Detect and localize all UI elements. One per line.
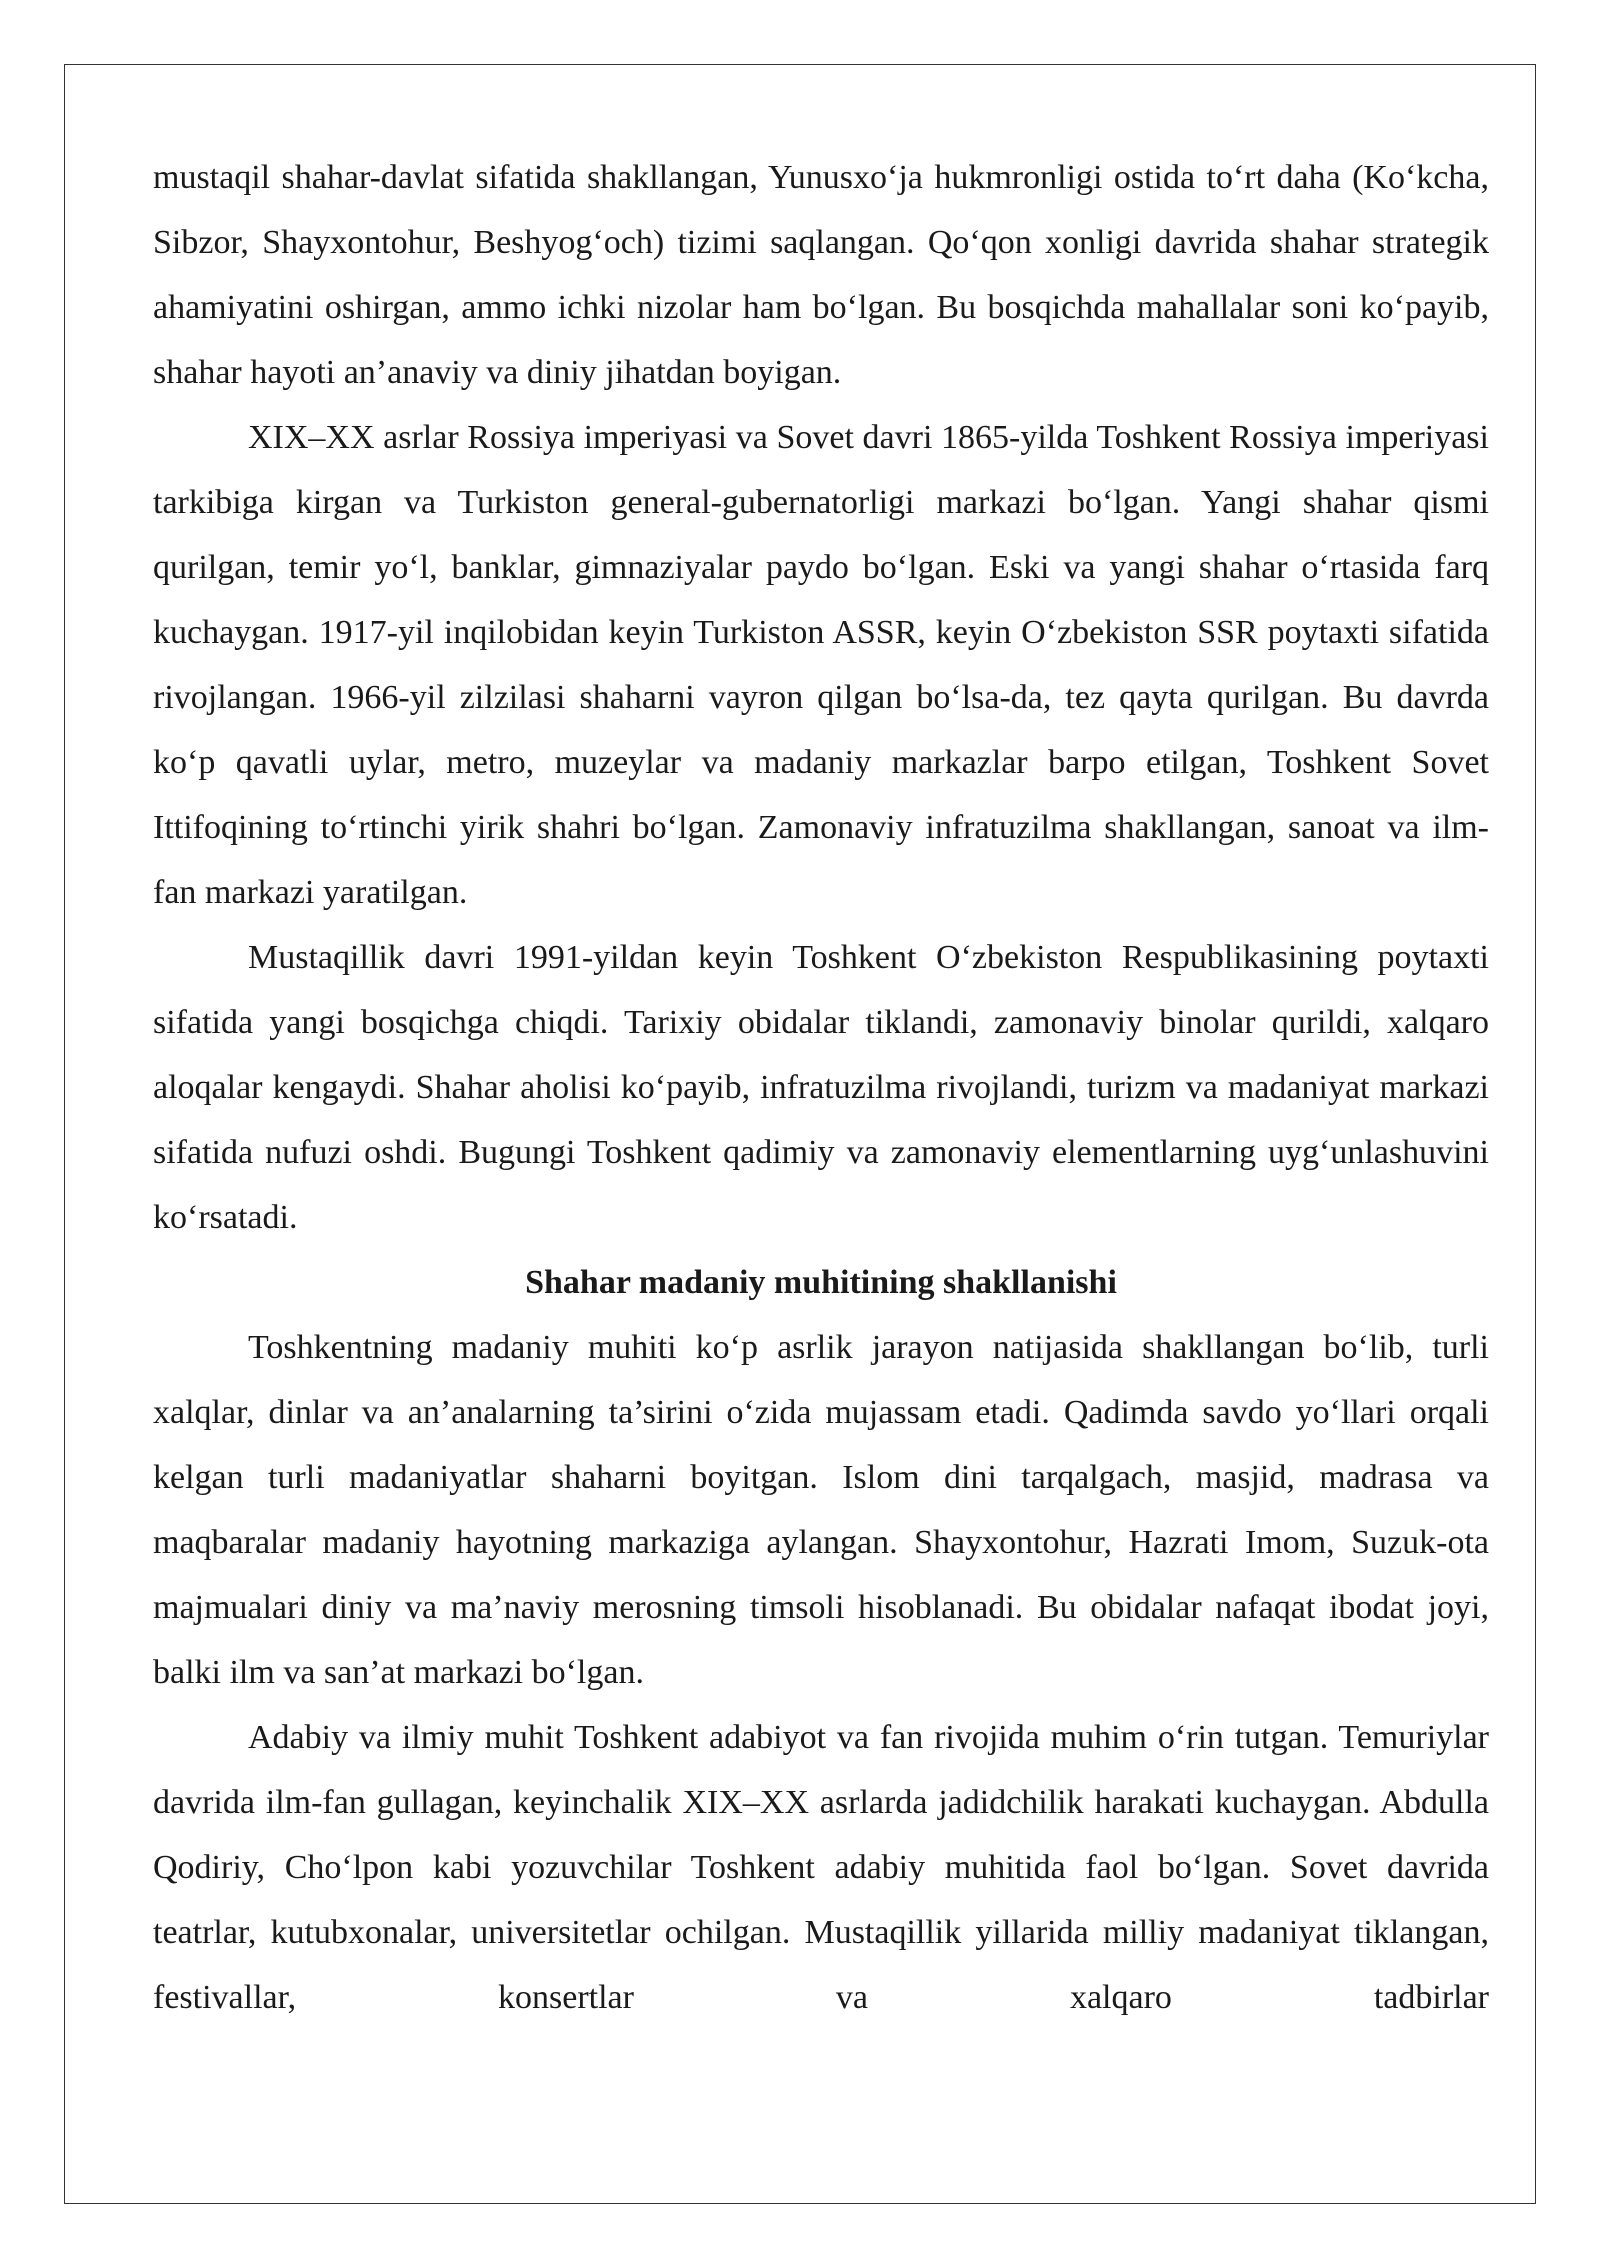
paragraph-1: mustaqil shahar-davlat sifatida shakllangan, Yunusxo‘ja hukmronligi ostida to‘rt daha (Ko‘kcha, Sibzor, Shayxontohur, Beshyog‘och) tizimi saqlangan. Qo‘qon xonligi davrida shahar strategik ahamiyatini oshirgan, ammo ichki nizolar ham bo‘lgan. Bu bosqichda mahallalar soni ko‘payib, shahar hayoti an’anaviy va diniy jihatdan boyigan. [153, 159, 1489, 391]
section-heading: Shahar madaniy muhitining shakllanishi [525, 1264, 1117, 1301]
page-content [153, 145, 1489, 2030]
paragraph-5: Adabiy va ilmiy muhit Toshkent adabiyot va fan rivojida muhim o‘rin tutgan. Temuriylar davrida ilm-fan gullagan, keyinchalik XIX–XX asrlarda jadidchilik harakati kuchaygan. Abdulla Qodiriy, Cho‘lpon kabi yozuvchilar Toshkent adabiy muhitida faol bo‘lgan. Sovet davrida teatrlar, kutubxonalar, universitetlar ochilgan. Mustaqillik yillarida milliy madaniyat tiklangan, festivallar, konsertlar va xalqaro tadbirlar [153, 1719, 1489, 2016]
paragraph-4: Toshkentning madaniy muhiti ko‘p asrlik jarayon natijasida shakllangan bo‘lib, turli xalqlar, dinlar va an’analarning ta’sirini o‘zida mujassam etadi. Qadimda savdo yo‘llari orqali kelgan turli madaniyatlar shaharni boyitgan. Islom dini tarqalgach, masjid, madrasa va maqbaralar madaniy hayotning markaziga aylangan. Shayxontohur, Hazrati Imom, Suzuk-ota majmualari diniy va ma’naviy merosning timsoli hisoblanadi. Bu obidalar nafaqat ibodat joyi, balki ilm va san’at markazi bo‘lgan. [153, 1329, 1489, 1691]
paragraph-2: XIX–XX asrlar Rossiya imperiyasi va Sovet davri 1865-yilda Toshkent Rossiya imperiyasi tarkibiga kirgan va Turkiston general-gubernatorligi markazi bo‘lgan. Yangi shahar qismi qurilgan, temir yo‘l, banklar, gimnaziyalar paydo bo‘lgan. Eski va yangi shahar o‘rtasida farq kuchaygan. 1917-yil inqilobidan keyin Turkiston ASSR, keyin O‘zbekiston SSR poytaxti sifatida rivojlangan. 1966-yil zilzilasi shaharni vayron qilgan bo‘lsa-da, tez qayta qurilgan. Bu davrda ko‘p qavatli uylar, metro, muzeylar va madaniy markazlar barpo etilgan, Toshkent Sovet Ittifoqining to‘rtinchi yirik shahri bo‘lgan. Zamonaviy infratuzilma shakllangan, sanoat va ilm-fan markazi yaratilgan. [153, 419, 1489, 911]
paragraph-3: Mustaqillik davri 1991-yildan keyin Toshkent O‘zbekiston Respublikasining poytaxti sifatida yangi bosqichga chiqdi. Tarixiy obidalar tiklandi, zamonaviy binolar qurildi, xalqaro aloqalar kengaydi. Shahar aholisi ko‘payib, infratuzilma rivojlandi, turizm va madaniyat markazi sifatida nufuzi oshdi. Bugungi Toshkent qadimiy va zamonaviy elementlarning uyg‘unlashuvini ko‘rsatadi. [153, 939, 1489, 1236]
